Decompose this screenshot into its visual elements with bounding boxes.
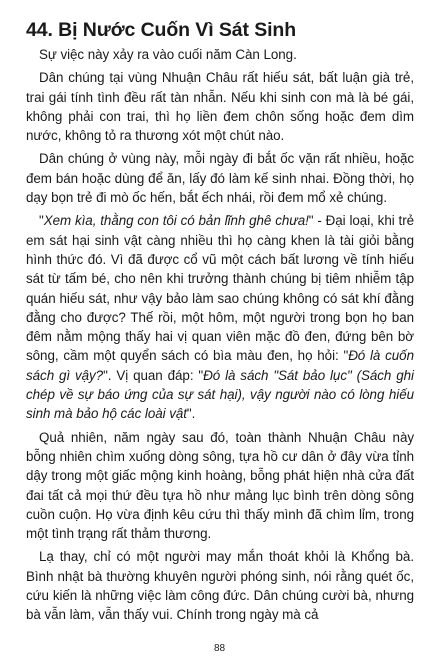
paragraph: [26, 68, 414, 145]
body-text: [26, 45, 414, 625]
paragraph: [26, 428, 414, 544]
text-run: ".: [186, 406, 196, 422]
text-run: Dân chúng ở vùng này, mỗi ngày đi bắt ốc vặn rất nhiều, hoặc đem bán hoặc dùng để ăn, lấy đó làm kế sinh nhai. Đồng thời, họ dạy bọn trẻ đi mò ốc hến, bắt ếch nhái, rồi đem mổ xẻ chúng.: [26, 151, 414, 206]
text-run: ": [39, 213, 44, 229]
text-run: Quả nhiên, năm ngày sau đó, toàn thành Nhuận Châu này bỗng nhiên chìm xuống dòng sông, tựa hồ cư dân ở đây vừa tỉnh dậy trong một giấc mộng kinh hoàng, bỗng phát hiện nhà cửa đất đai tất cả mọi thứ đều tựa hồ như mảng lục bình trên dòng sông cuồn cuộn. Họ vừa định kêu cứu thì thấy mình đã chìm lỉm, trong một tình trạng rất thảm thương.: [26, 429, 414, 542]
page-number: 88: [213, 643, 226, 654]
paragraph: [26, 149, 414, 207]
text-run: Dân chúng tại vùng Nhuận Châu rất hiếu sát, bất luận già trẻ, trai gái tính tình đều rất tàn nhẫn. Nếu khi sinh con mà là bé gái, không phải con trai, thì họ liền đem chôn sống hoặc đem dìm nước, không tỏ ra thương xót một chút nào.: [26, 70, 414, 144]
italic-text: Đó là cuốn sách gì vậy?: [26, 348, 414, 383]
text-run: " - Đại loại, khi trẻ em sát hại sinh vật càng nhiều thì họ càng khen là tài giỏi bằng hình thức đó. Vì đã được cổ vũ một cách bất lương về tính hiếu sát từ tấm bé, cho nên khi trưởng thành chúng bị tiêm nhiễm tập quán hiếu sát, như vậy bảo làm sao chúng không có sát khí đằng đằng cho được? Thế rồi, một hôm, một người trong bọn họ ban đêm nằm mộng thấy hai vị quan viên mặc đồ đen, đứng bên bờ sông, cầm một quyển sách có bìa màu đen, họ hỏi: ": [26, 213, 415, 364]
paragraph: [26, 547, 414, 624]
paragraph: [26, 45, 414, 64]
chapter-title: 44. Bị Nước Cuốn Vì Sát Sinh: [26, 19, 297, 41]
text-run: ". Vị quan đáp: ": [103, 367, 204, 383]
italic-text: Đó là sách "Sát bảo lục" (Sách ghi chép về sự báo ứng của sự sát hại), vậy người nào có lòng hiếu sinh mà bảo hộ các loài vật: [26, 367, 414, 422]
text-run: Sự việc này xảy ra vào cuối năm Càn Long.: [39, 47, 297, 62]
paragraph: [26, 211, 414, 423]
italic-text: Xem kìa, thằng con tôi có bản lĩnh ghê chưa!: [43, 213, 309, 229]
text-run: Lạ thay, chỉ có một người may mắn thoát khỏi là Khổng bà. Bình nhật bà thường khuyên người phóng sinh, nói rằng quét ốc, cứu kiến là những việc làm công đức. Dân chúng cười bà, nhưng bà vẫn làm, vẫn thấy vui. Chính trong ngày mà cả: [26, 549, 414, 623]
